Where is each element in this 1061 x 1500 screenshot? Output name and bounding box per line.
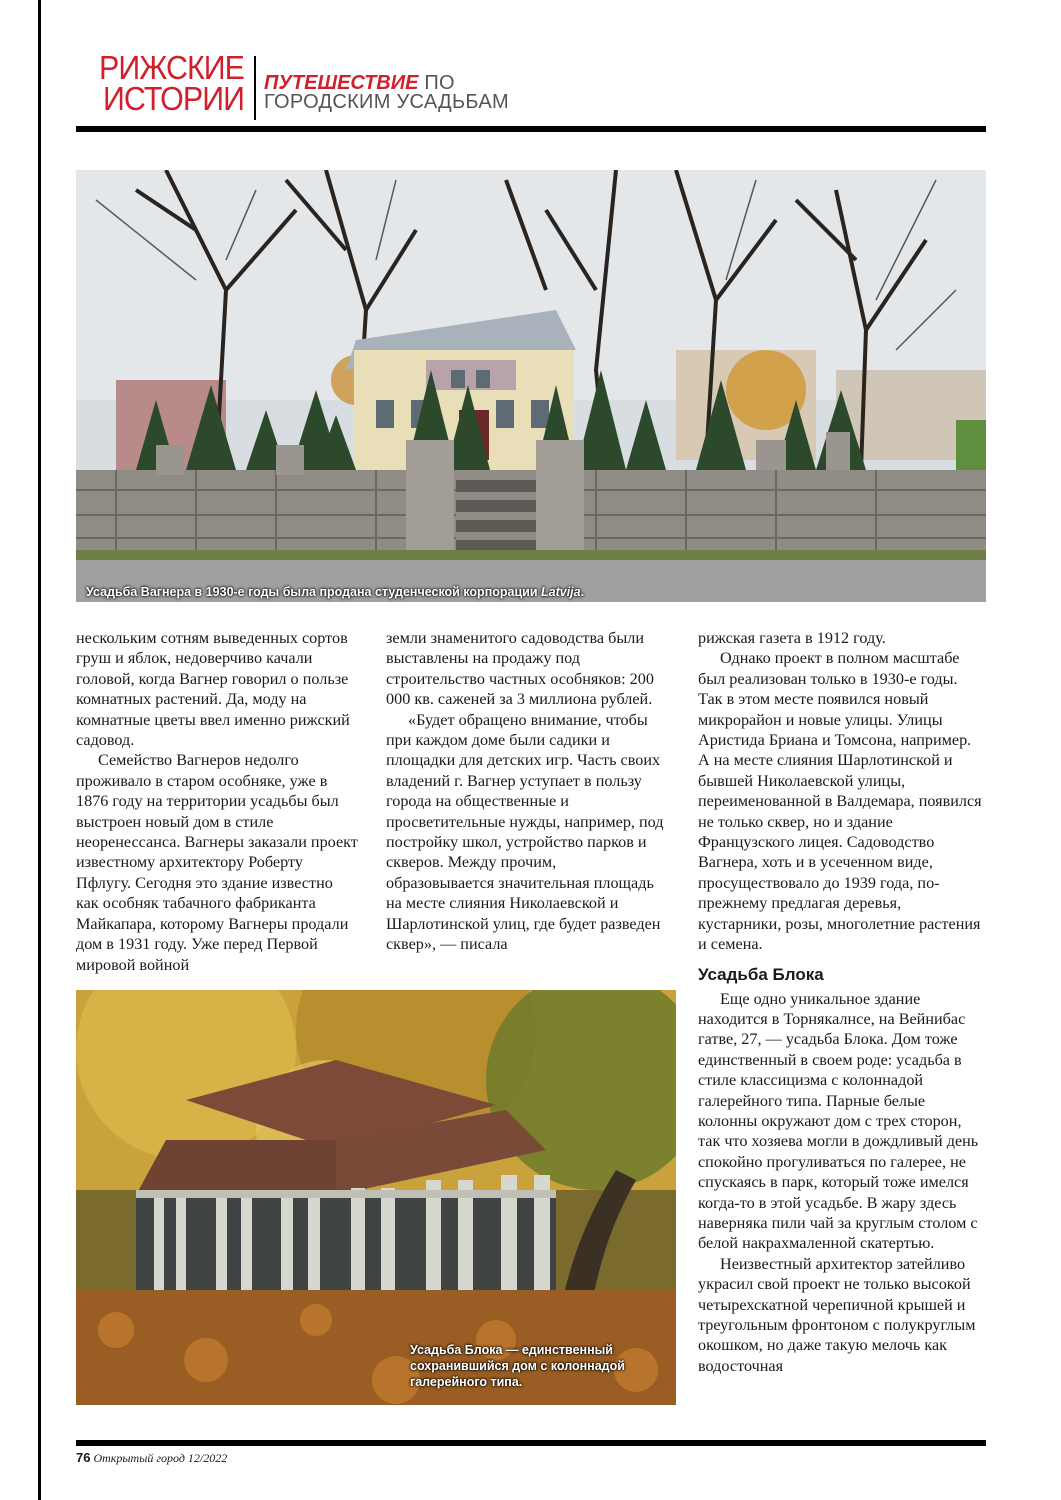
page-footer: [76, 1450, 227, 1466]
photo-blok-manor: [76, 990, 676, 1405]
magazine-issue: Открытый город 12/2022: [93, 1451, 228, 1465]
rubric-line-2: ИСТОРИИ: [103, 80, 244, 117]
section-title: [264, 74, 509, 112]
col3-paragraph-1: рижская газета в 1912 году.: [698, 629, 886, 647]
col2-paragraph-2: «Будет обращено внимание, чтобы при каждом доме были садики и площадки для детских игр. Часть своих владений г. Вагнер уступает в пользу города на общественные и просветительные нужды, например, под постройку школ, устройство парков и скверов. Между прочим, образовывается значительная площадь на месте слияния Николаевской и Шарлотинской улиц, где будет разведен сквер», — писала: [386, 710, 664, 954]
text-column-1: [76, 628, 358, 975]
text-column-2: [386, 628, 668, 955]
col3-paragraph-2: Однако проект в полном масштабе был реализован только в 1930-е годы. Так в этом месте появился новый микрорайон и новые улицы. Улицы Аристида Бриана и Томсона, например. А на месте слияния Шарлотинской и бывшей Николаевской улицы, переименованной в Валдемара, появился не только сквер, но и здание Французского лицея. Садоводство Вагнера, хоть и в усеченном виде, просуществовало до 1939 года, по-прежнему предлагая деревья, кустарники, розы, многолетние растения и семена.: [698, 649, 982, 954]
col3-paragraph-4: Неизвестный архитектор затейливо украсил свой проект не только высокой четырехскатной черепичной крышей и треугольным фронтоном с полукруглым окошком, но даже такую мелочь как водосточная: [698, 1254, 976, 1375]
page-number: 76: [76, 1450, 91, 1465]
section-title-line2: ГОРОДСКИМ УСАДЬБАМ: [264, 91, 509, 113]
photo-wagner-caption: Усадьба Вагнера в 1930-е годы была продана студенческой корпорации Latvija.: [86, 585, 585, 599]
col2-paragraph-1: земли знаменитого садоводства были выставлены на продажу под строительство частных особняков: 200 000 кв. саженей за 3 миллиона рублей.: [386, 629, 654, 709]
col3-paragraph-3: Еще одно уникальное здание находится в Торнякалнсе, на Вейнибас гатве, 27, — усадьба Блока. Дом тоже единственный в своем роде: усадьба в стиле классицизма с колоннадой галерейного типа. Парные белые колонны окружают дом с трех сторон, так что хозяева могли в дождливый день спокойно прогуливаться по галерее, не спускаясь в парк, который тоже имелся когда-то в этой усадьбе. В жару здесь наверняка пили чай за круглым столом с белой накрахмаленной скатертью.: [698, 989, 979, 1253]
col1-paragraph-2: Семейство Вагнеров недолго проживало в старом особняке, уже в 1876 году на территории усадьбы был выстроен новый дом в стиле неоренессанса. Вагнеры заказали проект известному архитектору Роберту Пфлугу. Сегодня это здание известно как особняк табачного фабриканта Майкапара, которому Вагнеры продали дом в 1931 году. Уже перед Первой мировой войной: [76, 751, 358, 974]
footer-rule: [76, 1440, 986, 1446]
rubric-line-1: РИЖСКИЕ: [98, 49, 244, 86]
col1-paragraph-1: нескольким сотням выведенных сортов груш и яблок, недоверчиво качали головой, когда Вагнер говорил о пользе комнатных растений. Да, моду на комнатные цветы ввел именно рижский садовод.: [76, 629, 350, 750]
section-title-rest: ПО: [418, 72, 455, 94]
photo-wagner-manor: [76, 170, 986, 602]
rubric-separator: [254, 56, 256, 120]
left-margin-rule: [38, 0, 41, 1500]
section-heading-blok-manor: Усадьба Блока: [698, 964, 824, 984]
rubric-title: [89, 49, 244, 117]
photo-blok-caption: Усадьба Блока — единственный сохранившийся дом с колоннадой галерейного типа.: [410, 1343, 625, 1389]
section-title-bold: ПУТЕШЕСТВИЕ: [264, 72, 419, 94]
header-rule: [76, 126, 986, 132]
text-column-3: [698, 628, 986, 1376]
